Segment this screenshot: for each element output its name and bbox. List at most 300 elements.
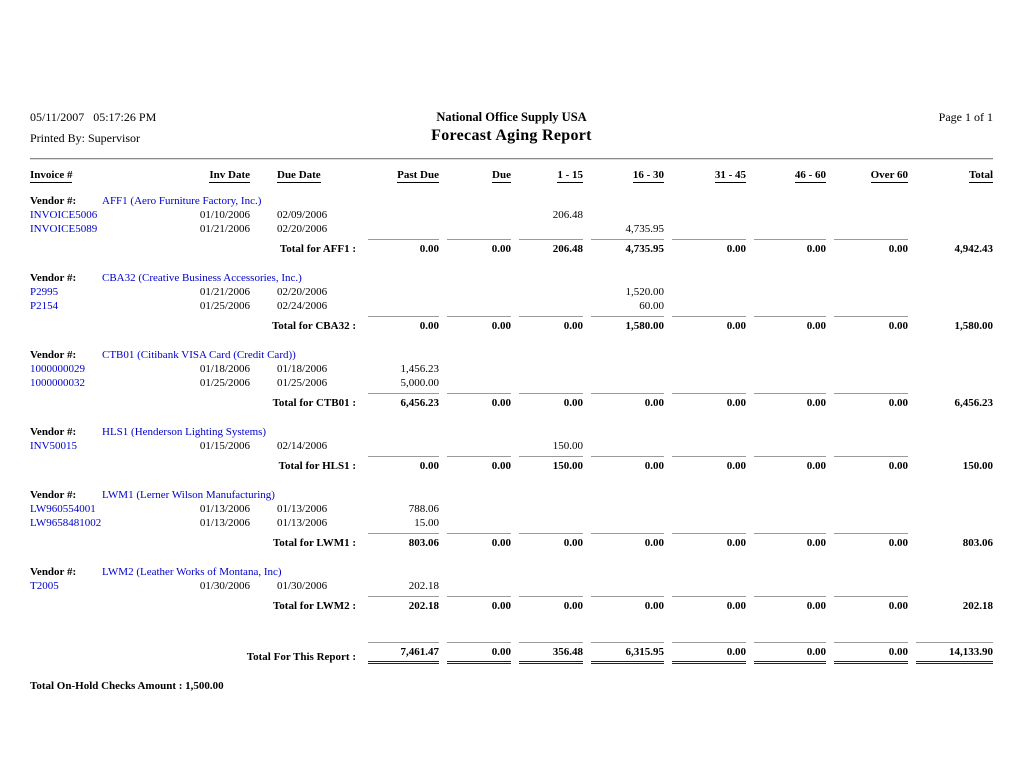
amount-cell xyxy=(664,208,746,222)
col-over-60: Over 60 xyxy=(870,169,908,181)
amount-cell xyxy=(746,516,826,530)
invoice-due-date: 02/14/2006 xyxy=(277,440,328,452)
invoice-inv-date: 01/21/2006 xyxy=(199,223,250,235)
vendor-total-cell xyxy=(360,453,439,473)
vendor-total-value: 150.00 xyxy=(519,456,583,473)
vendor-total-cell xyxy=(826,530,908,550)
vendor-total-value: 0.00 xyxy=(591,456,664,473)
vendor-name: CTB01 (Citibank VISA Card (Credit Card)) xyxy=(102,349,296,361)
amount-cell xyxy=(511,502,583,516)
vendor-total-cell xyxy=(746,530,826,550)
vendor-total-value: 0.00 xyxy=(754,533,826,550)
vendor-total-cell xyxy=(511,313,583,333)
vendor-total-value: 0.00 xyxy=(754,239,826,256)
vendor-total-value: 0.00 xyxy=(672,316,746,333)
invoice-inv-date: 01/15/2006 xyxy=(199,440,250,452)
vendor-total-cell xyxy=(583,390,664,410)
vendor-total-cell xyxy=(439,313,511,333)
vendor-total-cell xyxy=(360,530,439,550)
vendor-total-row xyxy=(30,236,993,256)
amount-cell xyxy=(908,502,993,516)
col-total: Total xyxy=(968,169,993,181)
vendor-total-label: Total for HLS1 : xyxy=(278,460,356,472)
invoice-row xyxy=(30,299,993,313)
header-rule xyxy=(30,158,993,160)
amount-cell xyxy=(826,299,908,313)
vendor-total-cell xyxy=(826,313,908,333)
invoice-row xyxy=(30,502,993,516)
report-total-spacer xyxy=(30,621,993,639)
invoice-number: INVOICE5006 xyxy=(30,209,98,221)
report-total-value: 7,461.47 xyxy=(368,642,439,664)
vendor-total-value: 0.00 xyxy=(368,456,439,473)
amount-cell: 206.48 xyxy=(552,209,583,221)
amount-cell xyxy=(826,285,908,299)
report-total-cell xyxy=(746,639,826,664)
company-name: National Office Supply USA xyxy=(436,110,587,124)
amount-cell xyxy=(908,208,993,222)
amount-cell xyxy=(511,516,583,530)
invoice-inv-date: 01/10/2006 xyxy=(199,209,250,221)
vendor-total-cell xyxy=(746,390,826,410)
amount-cell xyxy=(439,502,511,516)
vendor-total-row xyxy=(30,530,993,550)
vendor-total-value: 0.00 xyxy=(519,393,583,410)
amount-cell xyxy=(583,376,664,390)
group-spacer xyxy=(30,613,993,621)
amount-cell xyxy=(664,439,746,453)
vendor-row xyxy=(30,264,993,285)
vendor-total-value: 803.06 xyxy=(962,537,993,549)
vendor-total-value: 0.00 xyxy=(591,596,664,613)
invoice-number: 1000000032 xyxy=(30,377,85,389)
vendor-total-cell xyxy=(664,453,746,473)
vendor-row xyxy=(30,418,993,439)
vendor-total-value: 0.00 xyxy=(447,456,511,473)
vendor-total-cell xyxy=(511,236,583,256)
vendor-total-cell xyxy=(826,593,908,613)
amount-cell xyxy=(746,376,826,390)
report-total-cell xyxy=(908,639,993,664)
amount-cell xyxy=(583,208,664,222)
invoice-number: INVOICE5089 xyxy=(30,223,98,235)
amount-cell xyxy=(826,516,908,530)
vendor-total-label: Total for LWM2 : xyxy=(272,600,356,612)
amount-cell: 150.00 xyxy=(552,440,583,452)
invoice-number: P2995 xyxy=(30,286,59,298)
vendor-total-cell xyxy=(360,313,439,333)
vendor-total-value: 0.00 xyxy=(834,596,908,613)
vendor-total-cell xyxy=(439,453,511,473)
amount-cell xyxy=(908,516,993,530)
invoice-row xyxy=(30,362,993,376)
amount-cell xyxy=(511,362,583,376)
spacer-cell xyxy=(30,621,993,639)
group-spacer xyxy=(30,333,993,341)
vendor-total-value: 0.00 xyxy=(368,239,439,256)
report-total-cell xyxy=(664,639,746,664)
on-hold-total xyxy=(30,680,993,692)
vendor-total-value: 1,580.00 xyxy=(954,320,993,332)
vendor-total-value: 0.00 xyxy=(754,456,826,473)
vendor-total-cell xyxy=(746,453,826,473)
invoice-number: 1000000029 xyxy=(30,363,85,375)
vendor-number-label: Vendor #: xyxy=(30,195,77,207)
report-total-cell xyxy=(511,639,583,664)
vendor-total-row xyxy=(30,390,993,410)
report-total-value: 0.00 xyxy=(754,642,826,664)
invoice-row xyxy=(30,222,993,236)
vendor-total-value: 0.00 xyxy=(754,393,826,410)
vendor-total-cell xyxy=(664,236,746,256)
amount-cell xyxy=(439,516,511,530)
invoice-due-date: 01/13/2006 xyxy=(277,517,328,529)
vendor-total-value: 0.00 xyxy=(672,596,746,613)
report-total-value: 6,315.95 xyxy=(591,642,664,664)
report-total-value: 356.48 xyxy=(519,642,583,664)
vendor-total-value: 0.00 xyxy=(447,393,511,410)
vendor-number-label: Vendor #: xyxy=(30,272,77,284)
group-spacer xyxy=(30,550,993,558)
column-header-row xyxy=(30,168,993,187)
vendor-total-cell xyxy=(908,530,993,550)
vendor-total-value: 0.00 xyxy=(754,596,826,613)
report-total-cell xyxy=(826,639,908,664)
amount-cell: 4,735.95 xyxy=(625,223,664,235)
invoice-inv-date: 01/25/2006 xyxy=(199,377,250,389)
amount-cell xyxy=(664,502,746,516)
invoice-number: T2005 xyxy=(30,580,59,592)
vendor-total-cell xyxy=(826,453,908,473)
vendor-total-row xyxy=(30,593,993,613)
vendor-total-cell xyxy=(583,313,664,333)
vendor-total-cell xyxy=(439,530,511,550)
col-16-30: 16 - 30 xyxy=(632,169,664,181)
vendor-cell xyxy=(30,418,993,439)
amount-cell xyxy=(664,222,746,236)
vendor-total-value: 0.00 xyxy=(591,393,664,410)
col-due-date: Due Date xyxy=(277,169,321,181)
amount-cell xyxy=(826,439,908,453)
vendor-name: LWM1 (Lerner Wilson Manufacturing) xyxy=(102,489,275,501)
vendor-total-value: 0.00 xyxy=(672,456,746,473)
amount-cell xyxy=(746,439,826,453)
amount-cell xyxy=(511,376,583,390)
invoice-number: LW9658481002 xyxy=(30,517,102,529)
vendor-total-value: 150.00 xyxy=(962,460,993,472)
spacer-cell xyxy=(30,333,993,341)
vendor-total-cell xyxy=(511,530,583,550)
vendor-total-value: 0.00 xyxy=(834,533,908,550)
vendor-total-cell xyxy=(439,390,511,410)
vendor-total-row xyxy=(30,313,993,333)
vendor-total-value: 803.06 xyxy=(368,533,439,550)
vendor-total-cell xyxy=(360,593,439,613)
vendor-total-value: 6,456.23 xyxy=(368,393,439,410)
on-hold-label: Total On-Hold Checks Amount : xyxy=(30,680,183,692)
vendor-total-cell xyxy=(908,390,993,410)
invoice-row xyxy=(30,439,993,453)
printed-datetime: 05/11/2007 05:17:26 PM xyxy=(30,110,157,124)
invoice-due-date: 02/24/2006 xyxy=(277,300,328,312)
amount-cell xyxy=(908,222,993,236)
invoice-due-date: 01/18/2006 xyxy=(277,363,328,375)
vendor-total-cell xyxy=(439,236,511,256)
amount-cell xyxy=(826,208,908,222)
amount-cell xyxy=(908,439,993,453)
invoice-due-date: 02/20/2006 xyxy=(277,223,328,235)
vendor-total-value: 0.00 xyxy=(834,393,908,410)
vendor-total-label: Total for AFF1 : xyxy=(279,243,356,255)
report-total-value: 0.00 xyxy=(834,642,908,664)
vendor-cell xyxy=(30,558,993,579)
vendor-total-cell xyxy=(826,390,908,410)
vendor-total-value: 6,456.23 xyxy=(954,397,993,409)
amount-cell xyxy=(664,516,746,530)
amount-cell xyxy=(908,362,993,376)
invoice-inv-date: 01/25/2006 xyxy=(199,300,250,312)
col-due: Due xyxy=(492,169,511,181)
invoice-number: LW960554001 xyxy=(30,503,96,515)
amount-cell xyxy=(826,579,908,593)
vendor-total-cell xyxy=(908,593,993,613)
vendor-total-cell xyxy=(746,236,826,256)
vendor-total-value: 0.00 xyxy=(447,239,511,256)
invoice-row xyxy=(30,579,993,593)
invoice-due-date: 02/09/2006 xyxy=(277,209,328,221)
amount-cell xyxy=(360,285,439,299)
vendor-total-cell xyxy=(826,236,908,256)
amount-cell xyxy=(583,362,664,376)
amount-cell xyxy=(826,222,908,236)
invoice-number: P2154 xyxy=(30,300,59,312)
amount-cell xyxy=(664,376,746,390)
amount-cell: 788.06 xyxy=(408,503,439,515)
amount-cell xyxy=(826,362,908,376)
invoice-due-date: 01/30/2006 xyxy=(277,580,328,592)
vendor-name: LWM2 (Leather Works of Montana, Inc) xyxy=(102,566,282,578)
vendor-number-label: Vendor #: xyxy=(30,426,77,438)
report-total-value: 14,133.90 xyxy=(916,642,993,664)
amount-cell xyxy=(360,299,439,313)
report-total-cell xyxy=(583,639,664,664)
col-past-due: Past Due xyxy=(397,169,439,181)
vendor-total-cell xyxy=(583,453,664,473)
vendor-cell xyxy=(30,264,993,285)
group-spacer xyxy=(30,256,993,264)
vendor-total-cell xyxy=(511,453,583,473)
amount-cell: 1,456.23 xyxy=(400,363,439,375)
vendor-total-cell xyxy=(583,593,664,613)
invoice-inv-date: 01/18/2006 xyxy=(199,363,250,375)
amount-cell xyxy=(664,579,746,593)
amount-cell xyxy=(826,376,908,390)
invoice-due-date: 01/25/2006 xyxy=(277,377,328,389)
vendor-row xyxy=(30,187,993,208)
vendor-name: CBA32 (Creative Business Accessories, Inc.) xyxy=(102,272,302,284)
vendor-total-value: 0.00 xyxy=(368,316,439,333)
printed-by: Printed By: Supervisor xyxy=(30,131,140,145)
spacer-cell xyxy=(30,410,993,418)
vendor-name: AFF1 (Aero Furniture Factory, Inc.) xyxy=(102,195,262,207)
amount-cell xyxy=(583,579,664,593)
on-hold-value: 1,500.00 xyxy=(185,680,224,692)
amount-cell xyxy=(360,208,439,222)
vendor-number-label: Vendor #: xyxy=(30,489,77,501)
vendor-total-value: 206.48 xyxy=(519,239,583,256)
group-spacer xyxy=(30,410,993,418)
vendor-total-value: 0.00 xyxy=(447,533,511,550)
vendor-total-value: 202.18 xyxy=(368,596,439,613)
col-inv-date: Inv Date xyxy=(209,169,250,181)
amount-cell xyxy=(511,222,583,236)
vendor-total-cell xyxy=(908,313,993,333)
report-total-value: 0.00 xyxy=(672,642,746,664)
vendor-cell xyxy=(30,481,993,502)
amount-cell xyxy=(439,579,511,593)
amount-cell xyxy=(439,222,511,236)
amount-cell xyxy=(746,208,826,222)
vendor-total-label: Total for LWM1 : xyxy=(272,537,356,549)
vendor-total-cell xyxy=(439,593,511,613)
amount-cell xyxy=(746,362,826,376)
amount-cell xyxy=(360,439,439,453)
vendor-total-cell xyxy=(664,390,746,410)
amount-cell xyxy=(439,439,511,453)
vendor-total-value: 0.00 xyxy=(834,456,908,473)
vendor-total-value: 0.00 xyxy=(754,316,826,333)
amount-cell: 15.00 xyxy=(414,517,439,529)
invoice-inv-date: 01/13/2006 xyxy=(199,503,250,515)
vendor-total-row xyxy=(30,453,993,473)
amount-cell xyxy=(826,502,908,516)
invoice-number: INV50015 xyxy=(30,440,78,452)
amount-cell xyxy=(664,299,746,313)
vendor-total-cell xyxy=(664,530,746,550)
vendor-total-value: 202.18 xyxy=(962,600,993,612)
vendor-total-value: 0.00 xyxy=(519,316,583,333)
vendor-total-value: 0.00 xyxy=(834,239,908,256)
vendor-total-cell xyxy=(908,236,993,256)
page-number: Page 1 of 1 xyxy=(938,110,993,124)
invoice-inv-date: 01/21/2006 xyxy=(199,286,250,298)
vendor-total-cell xyxy=(583,236,664,256)
col-1-15: 1 - 15 xyxy=(557,169,583,181)
vendor-total-value: 4,942.43 xyxy=(954,243,993,255)
vendor-total-cell xyxy=(664,593,746,613)
amount-cell xyxy=(746,222,826,236)
vendor-cell xyxy=(30,187,993,208)
vendor-name: HLS1 (Henderson Lighting Systems) xyxy=(102,426,267,438)
amount-cell: 1,520.00 xyxy=(625,286,664,298)
amount-cell xyxy=(664,285,746,299)
vendor-total-value: 0.00 xyxy=(447,596,511,613)
vendor-total-value: 0.00 xyxy=(519,533,583,550)
vendor-total-value: 0.00 xyxy=(672,239,746,256)
vendor-total-label: Total for CTB01 : xyxy=(272,397,356,409)
amount-cell xyxy=(908,376,993,390)
amount-cell xyxy=(746,502,826,516)
amount-cell xyxy=(746,579,826,593)
vendor-total-cell xyxy=(360,236,439,256)
amount-cell xyxy=(439,285,511,299)
vendor-total-cell xyxy=(511,390,583,410)
vendor-total-value: 0.00 xyxy=(672,533,746,550)
invoice-due-date: 02/20/2006 xyxy=(277,286,328,298)
vendor-total-value: 0.00 xyxy=(591,533,664,550)
amount-cell xyxy=(908,285,993,299)
vendor-number-label: Vendor #: xyxy=(30,349,77,361)
amount-cell xyxy=(439,208,511,222)
report-total-value: 0.00 xyxy=(447,642,511,664)
invoice-row xyxy=(30,516,993,530)
group-spacer xyxy=(30,473,993,481)
report-total-cell xyxy=(439,639,511,664)
vendor-total-label: Total for CBA32 : xyxy=(271,320,356,332)
col-31-45: 31 - 45 xyxy=(714,169,746,181)
amount-cell xyxy=(746,299,826,313)
spacer-cell xyxy=(30,473,993,481)
vendor-number-label: Vendor #: xyxy=(30,566,77,578)
invoice-due-date: 01/13/2006 xyxy=(277,503,328,515)
invoice-inv-date: 01/30/2006 xyxy=(199,580,250,592)
vendor-total-cell xyxy=(583,530,664,550)
vendor-total-cell xyxy=(746,593,826,613)
amount-cell xyxy=(439,299,511,313)
amount-cell xyxy=(908,579,993,593)
spacer-cell xyxy=(30,256,993,264)
vendor-total-cell xyxy=(908,453,993,473)
vendor-total-cell xyxy=(746,313,826,333)
vendor-total-value: 1,580.00 xyxy=(591,316,664,333)
vendor-total-value: 0.00 xyxy=(447,316,511,333)
vendor-row xyxy=(30,341,993,362)
vendor-row xyxy=(30,481,993,502)
amount-cell xyxy=(511,299,583,313)
invoice-row xyxy=(30,208,993,222)
amount-cell xyxy=(511,579,583,593)
vendor-cell xyxy=(30,341,993,362)
invoice-row xyxy=(30,285,993,299)
amount-cell xyxy=(583,439,664,453)
page-header xyxy=(30,110,993,156)
amount-cell: 202.18 xyxy=(408,580,439,592)
col-invoice: Invoice # xyxy=(30,169,73,181)
amount-cell: 5,000.00 xyxy=(400,377,439,389)
amount-cell xyxy=(511,285,583,299)
vendor-total-value: 0.00 xyxy=(519,596,583,613)
aging-table xyxy=(30,168,993,664)
spacer-cell xyxy=(30,550,993,558)
report-total-row xyxy=(30,639,993,664)
vendor-total-value: 0.00 xyxy=(834,316,908,333)
invoice-row xyxy=(30,376,993,390)
col-46-60: 46 - 60 xyxy=(794,169,826,181)
amount-cell xyxy=(583,502,664,516)
amount-cell xyxy=(583,516,664,530)
amount-cell xyxy=(664,362,746,376)
vendor-total-cell xyxy=(360,390,439,410)
amount-cell xyxy=(439,376,511,390)
report-page xyxy=(30,110,993,692)
amount-cell xyxy=(360,222,439,236)
vendor-total-value: 4,735.95 xyxy=(591,239,664,256)
amount-cell xyxy=(439,362,511,376)
report-total-label: Total For This Report : xyxy=(246,651,356,663)
spacer-cell xyxy=(30,613,993,621)
vendor-total-value: 0.00 xyxy=(672,393,746,410)
amount-cell: 60.00 xyxy=(639,300,664,312)
